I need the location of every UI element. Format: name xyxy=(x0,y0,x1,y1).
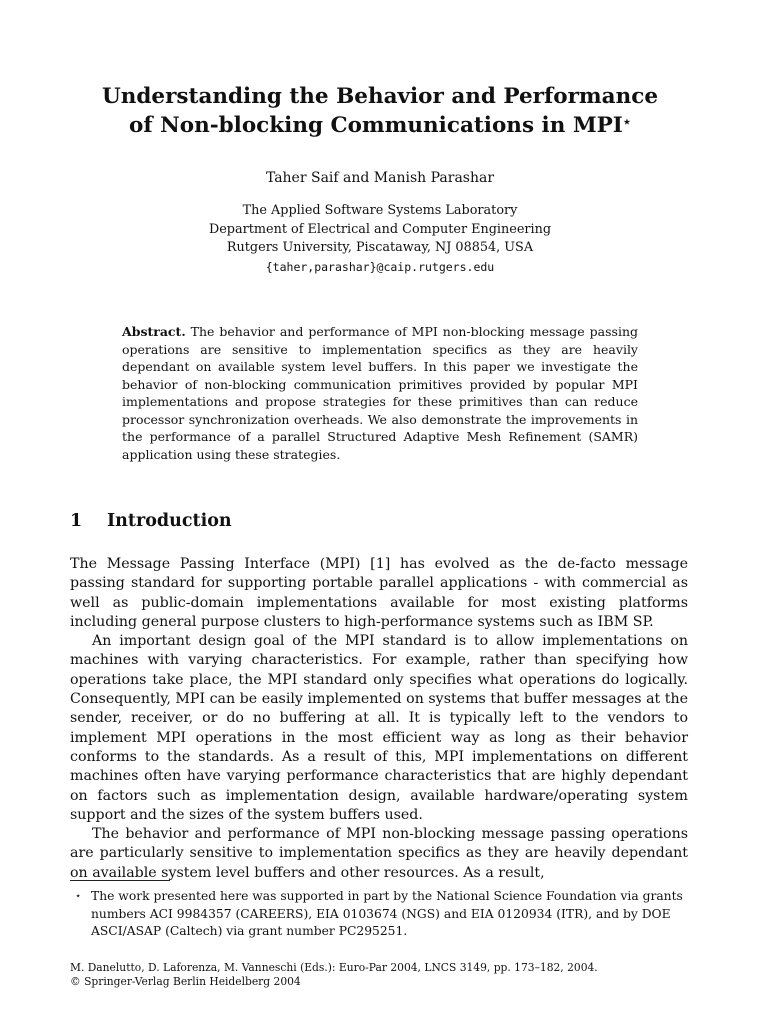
footnote xyxy=(70,888,688,941)
copyright-line: © Springer-Verlag Berlin Heidelberg 2004 xyxy=(70,975,301,988)
footnote-mark: ⋆ xyxy=(75,891,82,902)
title-footnote-star: ⋆ xyxy=(622,115,631,130)
affiliation-university: Rutgers University, Piscataway, NJ 08854, USA xyxy=(226,240,534,255)
title-line-2 xyxy=(60,111,700,140)
affiliation-lab: The Applied Software Systems Laboratory xyxy=(242,203,518,218)
paragraph: An important design goal of the MPI standard is to allow implementations on machines with varying characteristics. For example, rather than specifying how operations take place, the MPI standard only specifies what operations do logically. Consequently, MPI can be easily implemented on systems that buffer messages at the sender, receiver, or do no buffering at all. It is typically left to the vendors to implement MPI operations in the most efficient way as long as their behavior conforms to the standards. As a result of this, MPI implementations on different machines often have varying performance characteristics that are highly dependant on factors such as implementation design, available hardware/operating system support and the sizes of the system buffers used. xyxy=(70,633,688,823)
title-line-2-text: of Non-blocking Communications in MPI xyxy=(129,113,623,138)
abstract-text: The behavior and performance of MPI non-blocking message passing operations are sensitive to implementation specifics as they are heavily dependant on available system level buffers. In this paper we investigate the behavior of non-blocking communication primitives provided by popular MPI implementations and propose strategies for these primitives than can reduce processor synchronization overheads. We also demonstrate the improvements in the performance of a parallel Structured Adaptive Mesh Refinement (SAMR) application using these strategies. xyxy=(122,324,638,462)
author-email: {taher,parashar}@caip.rutgers.edu xyxy=(265,259,495,274)
paragraph: The Message Passing Interface (MPI) [1] has evolved as the de-facto message passing standard for supporting portable parallel applications - with commercial as well as public-domain implementations available for most existing platforms including general purpose clusters to high-performance systems such as IBM SP. xyxy=(70,556,688,630)
footnote-text: The work presented here was supported in part by the National Science Foundation via grants numbers ACI 9984357 (CAREERS), EIA 0103674 (NGS) and EIA 0120934 (ITR), and by DOE ASCI/ASAP (Caltech) via grant number PC295251. xyxy=(91,889,683,938)
citation-line: M. Danelutto, D. Laforenza, M. Vanneschi (Eds.): Euro-Par 2004, LNCS 3149, pp. 173–182, 2004. xyxy=(70,961,598,974)
section-heading xyxy=(70,511,232,531)
affiliation-block xyxy=(60,202,700,276)
citation-block xyxy=(70,961,710,989)
abstract xyxy=(122,323,638,463)
section-title: Introduction xyxy=(107,511,232,531)
affiliation-department: Department of Electrical and Computer Engineering xyxy=(208,221,552,237)
section-number: 1 xyxy=(70,511,83,531)
body-text xyxy=(70,555,688,883)
paragraph: The behavior and performance of MPI non-blocking message passing operations are particularly sensitive to implementation specifics as they are heavily dependant on available system level buffers and other resources. As a result, xyxy=(70,826,688,881)
footnote-rule xyxy=(70,880,170,881)
author-names: Taher Saif and Manish Parashar xyxy=(265,170,495,186)
paper-title xyxy=(60,82,700,140)
abstract-label: Abstract. xyxy=(122,324,186,339)
title-line-1: Understanding the Behavior and Performance xyxy=(102,84,658,109)
